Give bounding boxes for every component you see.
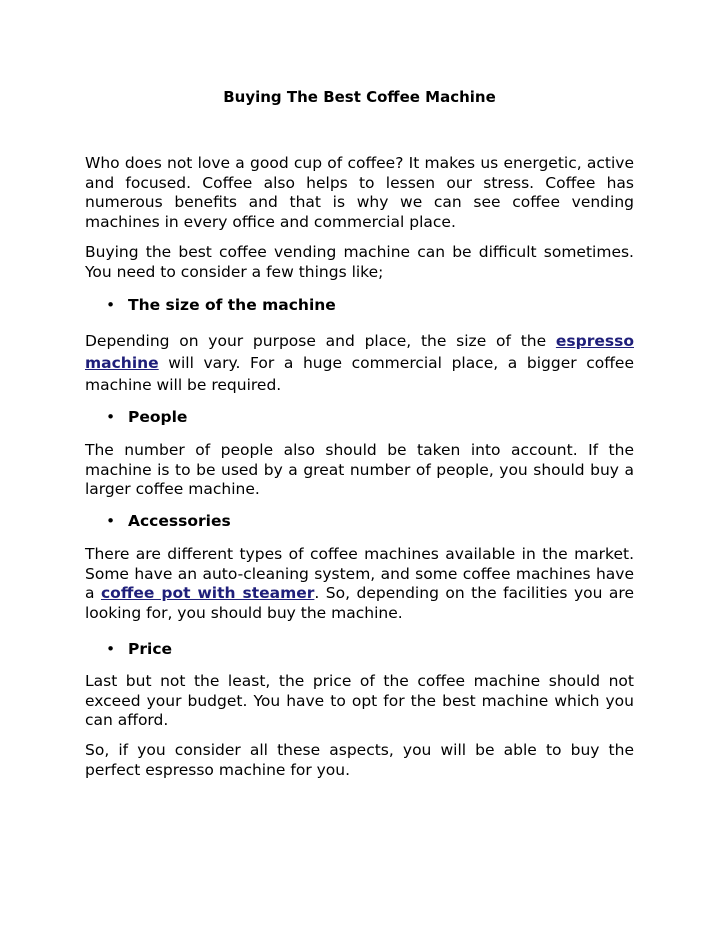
bullet-dot: •: [106, 640, 116, 658]
intro-paragraph-2: Buying the best coffee vending machine can be difficult sometimes. You need to consider a few things like;: [85, 243, 634, 281]
accessories-text-before: There are different types of coffee machines available in the market. Some have an auto-cleaning system, and some coffee machines have a: [85, 545, 634, 602]
bullet-size: [106, 296, 336, 315]
bullet-dot: •: [106, 408, 116, 426]
bullet-people-heading: People: [128, 408, 188, 426]
accessories-text-after: . So, depending on the facilities you are looking for, you should buy the machine.: [85, 584, 634, 622]
intro-paragraph: Who does not love a good cup of coffee? It makes us energetic, active and focused. Coffee also helps to lessen our stress. Coffee has numerous benefits and that is why we can see coffee vending machines in every office and commercial place.: [85, 154, 634, 231]
price-paragraph: Last but not the least, the price of the coffee machine should not exceed your budget. You have to opt for the best machine which you can afford.: [85, 672, 634, 729]
bullet-size-heading: The size of the machine: [128, 296, 336, 314]
bullet-accessories-heading: Accessories: [128, 512, 231, 530]
coffee-pot-link[interactable]: coffee pot with steamer: [100, 584, 315, 602]
bullet-accessories: [106, 512, 231, 531]
espresso-machine-link[interactable]: espresso machine: [85, 332, 634, 372]
accessories-paragraph: [85, 545, 634, 623]
size-text-after: will vary. For a huge commercial place, a bigger coffee machine will be required.: [85, 354, 634, 394]
bullet-dot: •: [106, 512, 116, 530]
bullet-price: [106, 640, 172, 659]
bullet-price-heading: Price: [128, 640, 173, 658]
bullet-dot: •: [106, 296, 116, 314]
closing-paragraph: So, if you consider all these aspects, you will be able to buy the perfect espresso machine for you.: [85, 741, 634, 779]
people-paragraph: The number of people also should be taken into account. If the machine is to be used by a great number of people, you should buy a larger coffee machine.: [85, 441, 634, 498]
size-text-before: Depending on your purpose and place, the size of the: [85, 332, 556, 350]
bullet-people: [106, 408, 187, 427]
size-paragraph: [85, 330, 634, 396]
document-title: Buying The Best Coffee Machine: [223, 88, 496, 106]
